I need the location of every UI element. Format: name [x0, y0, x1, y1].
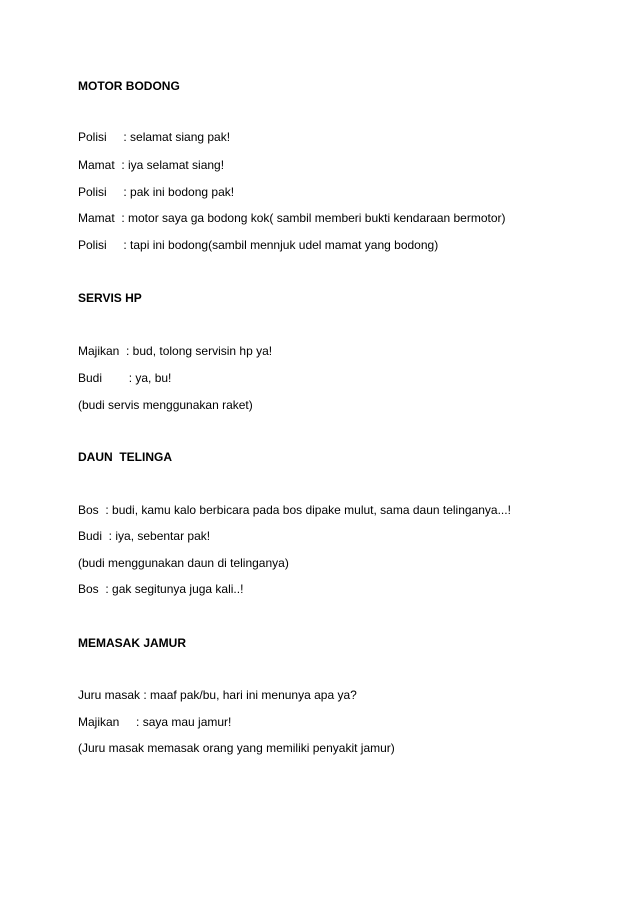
- stage-direction: (Juru masak memasak orang yang memiliki penyakit jamur): [78, 741, 395, 755]
- section-title: SERVIS HP: [78, 291, 142, 305]
- dialogue-line: Polisi : tapi ini bodong(sambil mennjuk udel mamat yang bodong): [78, 238, 439, 252]
- stage-direction: (budi menggunakan daun di telinganya): [78, 556, 289, 570]
- dialogue-line: Majikan : bud, tolong servisin hp ya!: [78, 344, 273, 358]
- dialogue-line: Majikan : saya mau jamur!: [78, 715, 232, 729]
- section-title: MEMASAK JAMUR: [78, 636, 186, 650]
- stage-direction: (budi servis menggunakan raket): [78, 398, 253, 412]
- dialogue-line: Juru masak : maaf pak/bu, hari ini menunya apa ya?: [78, 688, 357, 702]
- dialogue-line: Polisi : selamat siang pak!: [78, 130, 231, 144]
- dialogue-line: Budi : iya, sebentar pak!: [78, 529, 211, 543]
- section-title: MOTOR BODONG: [78, 79, 180, 93]
- dialogue-line: Mamat : iya selamat siang!: [78, 158, 225, 172]
- dialogue-line: Budi : ya, bu!: [78, 371, 172, 385]
- section-title: DAUN TELINGA: [78, 450, 172, 464]
- dialogue-line: Polisi : pak ini bodong pak!: [78, 185, 235, 199]
- dialogue-line: Bos : gak segitunya juga kali..!: [78, 582, 244, 596]
- dialogue-line: Mamat : motor saya ga bodong kok( sambil memberi bukti kendaraan bermotor): [78, 211, 506, 225]
- dialogue-line: Bos : budi, kamu kalo berbicara pada bos dipake mulut, sama daun telinganya...!: [78, 503, 511, 517]
